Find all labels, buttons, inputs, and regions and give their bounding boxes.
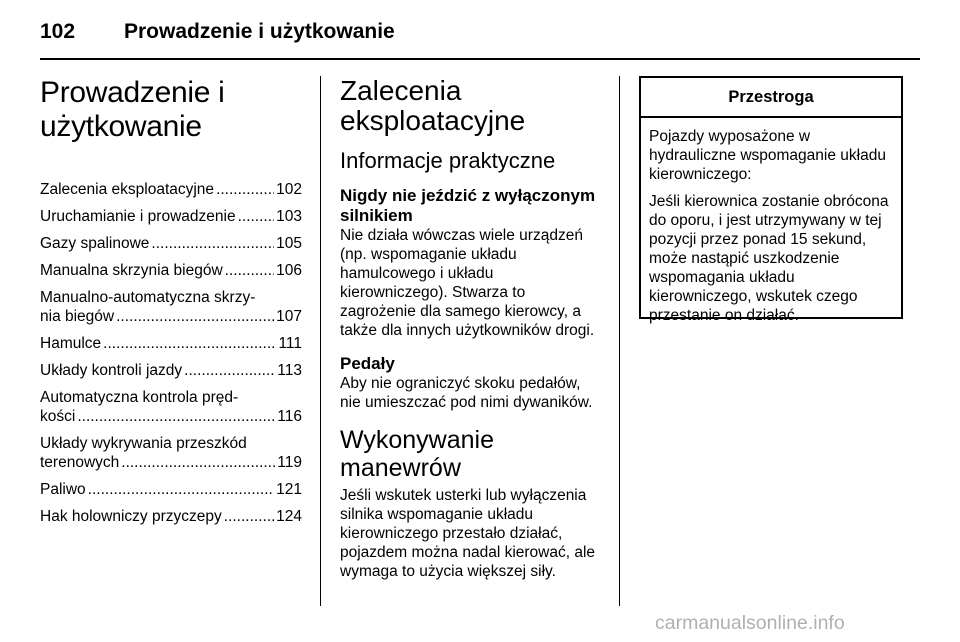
column-divider <box>320 76 321 606</box>
toc-leader-dots <box>103 334 276 353</box>
toc-entry-row <box>40 480 302 499</box>
toc-column <box>40 76 302 534</box>
toc-entry-label-line1: Manualno-automatyczna skrzy- <box>40 289 256 306</box>
section-title: Nigdy nie jeździć z wyłączonym silnikiem <box>340 186 596 225</box>
toc-entry-label: Hamulce <box>40 335 102 352</box>
toc-list <box>40 180 302 526</box>
toc-entry-page: 124 <box>276 508 302 525</box>
toc-entry-label: Zalecenia eksploatacyjne <box>40 181 215 198</box>
caution-paragraph: Pojazdy wyposażone w hydrauliczne wspomaganie układu kierowniczego: <box>649 128 886 183</box>
toc-entry-row <box>40 407 302 426</box>
toc-entry-label: Układy kontroli jazdy <box>40 362 183 379</box>
maneuver-text: Jeśli wskutek usterki lub wyłączenia silnika wspomaganie układu kierowniczego przestało działać, pojazdem można nadal kierować, ale wymaga to użycia większej siły. <box>340 487 596 580</box>
section-title: Pedały <box>340 354 395 373</box>
toc-entry-label-line1: Automatyczna kontrola pręd- <box>40 389 239 406</box>
toc-entry-label: nia biegów <box>40 308 115 325</box>
toc-entry-label: Uruchamianie i prowadzenie <box>40 208 236 225</box>
caution-body <box>641 118 901 325</box>
toc-entry[interactable] <box>40 334 302 353</box>
toc-entry-label: kości <box>40 408 76 425</box>
toc-entry-page: 116 <box>277 408 302 425</box>
toc-entry-label-line1: Układy wykrywania przeszkód <box>40 435 247 452</box>
main-column <box>340 76 605 581</box>
toc-entry[interactable] <box>40 288 302 326</box>
toc-leader-dots <box>121 453 275 472</box>
toc-entry-page: 105 <box>276 235 302 252</box>
section-body: Nie działa wówczas wiele urządzeń (np. wspomaganie układu hamulcowego i układu kierowniczego). Stwarza to zagrożenie dla samego kierowcy, a także dla innych użytkowników drogi. <box>340 227 595 339</box>
watermark: carmanualsonline.info <box>655 612 845 634</box>
caution-box <box>639 76 903 324</box>
section-pedals <box>340 354 605 412</box>
page-number: 102 <box>40 20 76 43</box>
toc-leader-dots <box>184 361 275 380</box>
toc-entry-label: Paliwo <box>40 481 86 498</box>
section-heading: Zalecenia eksploatacyjne <box>340 75 526 136</box>
toc-entry-row <box>40 207 302 226</box>
toc-entry-page: 107 <box>276 308 302 325</box>
toc-entry-row <box>40 453 302 472</box>
subheading-maneuvers: Wykonywanie manewrów <box>340 426 495 482</box>
toc-entry-page: 111 <box>278 335 302 352</box>
toc-leader-dots <box>116 307 274 326</box>
toc-leader-dots <box>151 234 274 253</box>
caution-title: Przestroga <box>641 78 901 118</box>
section-body: Aby nie ograniczyć skoku pedałów, nie umieszczać pod nimi dywaników. <box>340 375 593 411</box>
column-divider <box>619 76 620 606</box>
caution-paragraph: Jeśli kierownica zostanie obrócona do oporu, i jest utrzymywany w tej pozycji przez ponad 15 sekund, może nastąpić uszkodzenie wspomagania układu kierowniczego, wskutek czego przestanie on działać. <box>649 193 889 324</box>
toc-entry-page: 106 <box>276 262 302 279</box>
toc-entry-row <box>40 507 302 526</box>
toc-leader-dots <box>77 407 275 426</box>
toc-entry-page: 102 <box>276 181 302 198</box>
toc-title: Prowadzenie i użytkowanie <box>40 76 225 143</box>
toc-entry-row <box>40 180 302 199</box>
toc-entry[interactable] <box>40 207 302 226</box>
toc-entry-label: Manualna skrzynia biegów <box>40 262 223 279</box>
section-no-engine <box>340 186 605 340</box>
toc-entry[interactable] <box>40 234 302 253</box>
toc-entry[interactable] <box>40 388 302 426</box>
header-rule <box>40 58 920 60</box>
toc-leader-dots <box>225 261 274 280</box>
toc-entry-row <box>40 361 302 380</box>
toc-leader-dots <box>238 207 275 226</box>
toc-entry-page: 103 <box>276 208 302 225</box>
toc-entry[interactable] <box>40 361 302 380</box>
toc-leader-dots <box>88 480 274 499</box>
toc-entry[interactable] <box>40 507 302 526</box>
running-title: Prowadzenie i użytkowanie <box>124 20 395 43</box>
toc-entry[interactable] <box>40 480 302 499</box>
toc-entry[interactable] <box>40 434 302 472</box>
toc-entry-row <box>40 234 302 253</box>
toc-entry-page: 113 <box>277 362 302 379</box>
toc-entry-label: Hak holowniczy przyczepy <box>40 508 222 525</box>
toc-leader-dots <box>224 507 274 526</box>
toc-entry-label: Gazy spalinowe <box>40 235 150 252</box>
toc-leader-dots <box>216 180 274 199</box>
toc-entry-page: 119 <box>277 454 302 471</box>
subheading: Informacje praktyczne <box>340 148 556 173</box>
toc-entry[interactable] <box>40 180 302 199</box>
toc-entry-row <box>40 261 302 280</box>
toc-entry-label: terenowych <box>40 454 120 471</box>
toc-entry-row <box>40 334 302 353</box>
toc-entry[interactable] <box>40 261 302 280</box>
toc-entry-page: 121 <box>276 481 302 498</box>
toc-entry-row <box>40 307 302 326</box>
